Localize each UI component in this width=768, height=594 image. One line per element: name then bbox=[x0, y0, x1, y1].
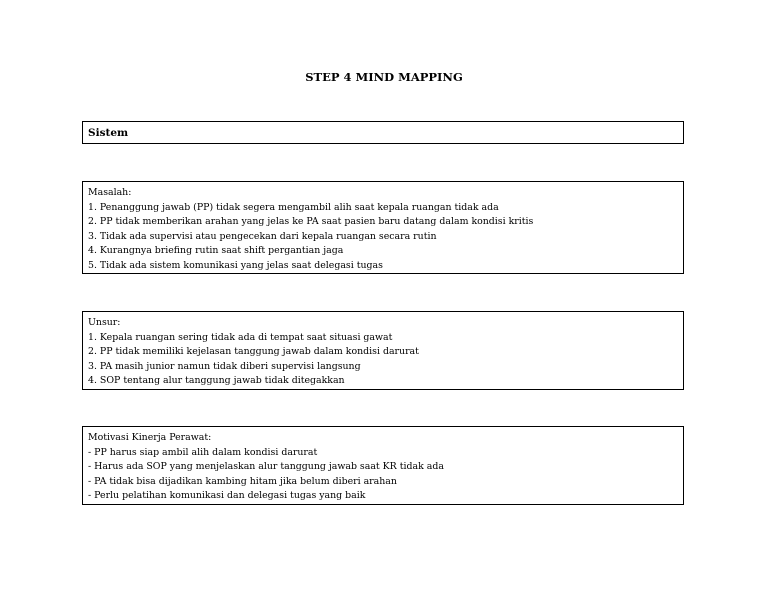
page-title: STEP 4 MIND MAPPING bbox=[305, 70, 463, 84]
masalah-item: 4. Kurangnya briefing rutin saat shift pergantian jaga bbox=[88, 245, 344, 256]
masalah-item: 2. PP tidak memberikan arahan yang jelas ke PA saat pasien baru datang dalam kondisi kritis bbox=[88, 216, 534, 227]
motivasi-item: - Perlu pelatihan komunikasi dan delegasi tugas yang baik bbox=[88, 490, 366, 501]
motivasi-item: - Harus ada SOP yang menjelaskan alur tanggung jawab saat KR tidak ada bbox=[88, 461, 444, 472]
masalah-item: 3. Tidak ada supervisi atau pengecekan dari kepala ruangan secara rutin bbox=[88, 230, 437, 242]
motivasi-label: Motivasi Kinerja Perawat: bbox=[88, 432, 212, 443]
masalah-label: Masalah: bbox=[88, 187, 132, 198]
unsur-label: Unsur: bbox=[88, 317, 121, 328]
section-heading-box bbox=[82, 121, 684, 144]
unsur-item: 3. PA masih junior namun tidak diberi supervisi langsung bbox=[88, 360, 361, 372]
unsur-item: 1. Kepala ruangan sering tidak ada di tempat saat situasi gawat bbox=[88, 331, 393, 343]
unsur-item: 4. SOP tentang alur tanggung jawab tidak ditegakkan bbox=[88, 375, 345, 386]
section-heading: Sistem bbox=[88, 127, 129, 139]
motivasi-item: - PA tidak bisa dijadikan kambing hitam jika belum diberi arahan bbox=[88, 475, 397, 487]
masalah-item: 5. Tidak ada sistem komunikasi yang jelas saat delegasi tugas bbox=[88, 259, 383, 271]
motivasi-box bbox=[82, 426, 684, 505]
motivasi-item: - PP harus siap ambil alih dalam kondisi darurat bbox=[88, 446, 318, 458]
unsur-box bbox=[82, 311, 684, 390]
unsur-item: 2. PP tidak memiliki kejelasan tanggung jawab dalam kondisi darurat bbox=[88, 346, 419, 357]
masalah-item: 1. Penanggung jawab (PP) tidak segera mengambil alih saat kepala ruangan tidak ada bbox=[88, 201, 499, 213]
masalah-box bbox=[82, 181, 684, 274]
